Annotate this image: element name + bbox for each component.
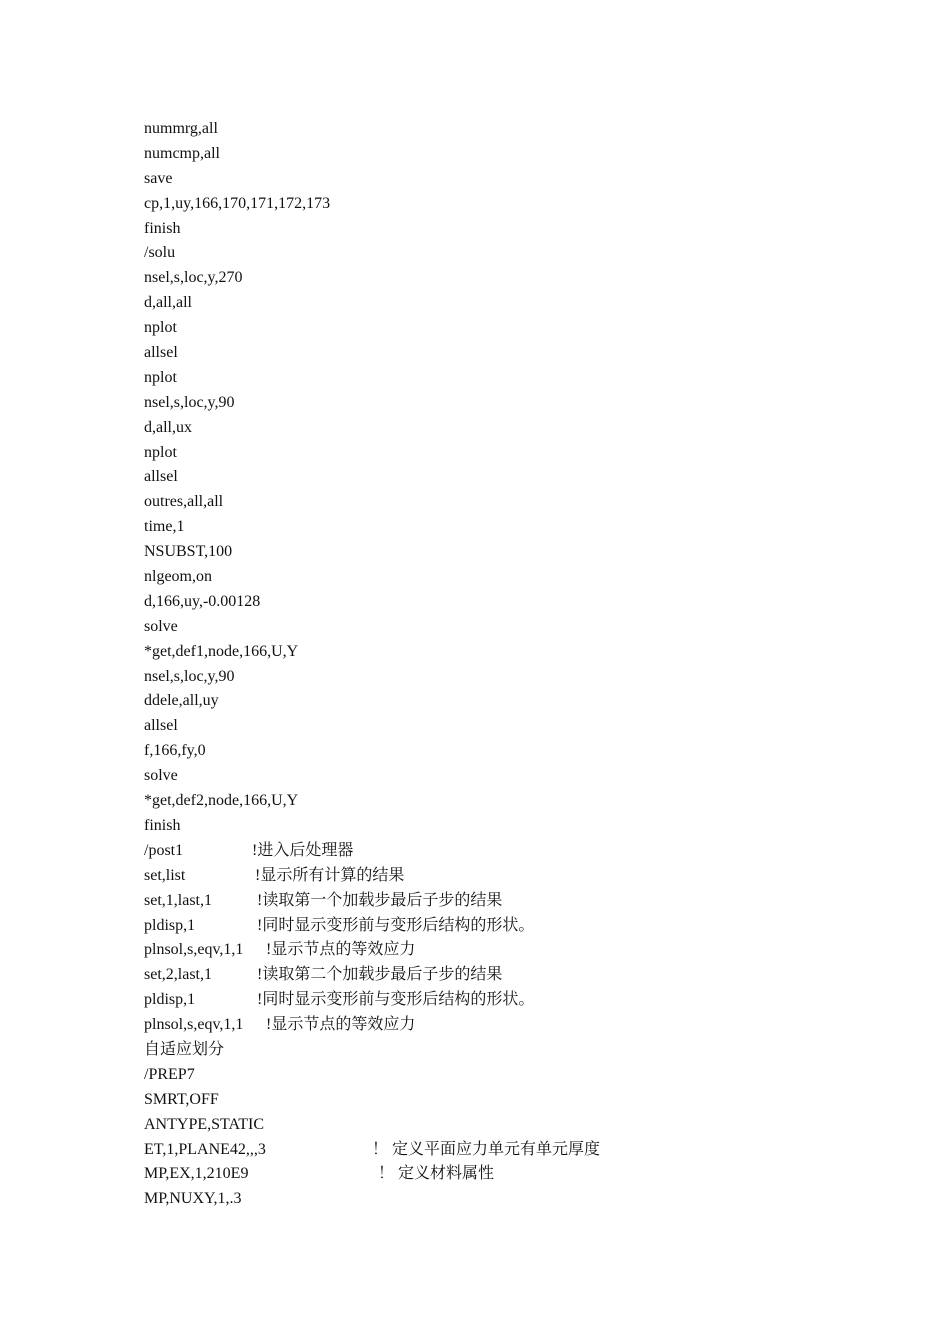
command-text: SMRT,OFF	[144, 1090, 219, 1108]
command-text: /solu	[144, 244, 176, 262]
command-text: ANTYPE,STATIC	[144, 1115, 265, 1133]
code-line	[144, 465, 330, 490]
comment-text: !显示节点的等效应力	[266, 941, 416, 959]
command-text: set,list	[144, 866, 186, 884]
command-text: f,166,fy,0	[144, 742, 206, 760]
code-line	[144, 1113, 330, 1138]
code-line	[144, 291, 330, 316]
command-text: cp,1,uy,166,170,171,172,173	[144, 194, 331, 212]
code-line	[144, 615, 330, 640]
comment-text: !显示所有计算的结果	[255, 866, 405, 884]
code-line	[144, 515, 330, 540]
code-line	[144, 1187, 330, 1212]
code-line	[144, 217, 330, 242]
code-line	[144, 938, 416, 963]
command-text: save	[144, 169, 173, 187]
code-line	[144, 889, 503, 914]
code-line	[144, 590, 330, 615]
command-text: pldisp,1	[144, 916, 196, 934]
code-line	[144, 266, 330, 291]
command-text: *get,def2,node,166,U,Y	[144, 792, 299, 810]
command-text: finish	[144, 816, 181, 834]
code-line	[144, 565, 330, 590]
code-line	[144, 416, 330, 441]
code-line	[144, 1088, 330, 1113]
comment-text: !读取第二个加载步最后子步的结果	[257, 966, 503, 984]
code-line	[144, 689, 330, 714]
code-line	[144, 640, 330, 665]
command-text: plnsol,s,eqv,1,1	[144, 941, 244, 959]
code-line	[144, 839, 354, 864]
code-line	[144, 441, 330, 466]
command-text: /PREP7	[144, 1065, 195, 1083]
code-line	[144, 366, 330, 391]
command-text: time,1	[144, 518, 185, 536]
command-text: nsel,s,loc,y,90	[144, 667, 235, 685]
command-text: set,2,last,1	[144, 966, 212, 984]
comment-text: !同时显示变形前与变形后结构的形状。	[257, 916, 535, 934]
command-text: solve	[144, 767, 178, 785]
command-text: MP,EX,1,210E9	[144, 1165, 249, 1183]
code-line	[144, 1138, 601, 1163]
code-line	[144, 665, 330, 690]
code-line	[144, 814, 330, 839]
code-line	[144, 739, 330, 764]
code-line	[144, 391, 330, 416]
command-text: outres,all,all	[144, 493, 224, 511]
command-text: nsel,s,loc,y,270	[144, 269, 243, 287]
code-line	[144, 167, 330, 192]
command-text: nummrg,all	[144, 120, 218, 137]
code-line	[144, 1162, 495, 1187]
comment-text: !进入后处理器	[252, 841, 354, 859]
command-text: nplot	[144, 368, 177, 386]
code-line	[144, 789, 330, 814]
command-text: numcmp,all	[144, 144, 220, 162]
code-line	[144, 117, 330, 142]
code-line	[144, 714, 330, 739]
comment-text: ！ 定义材料属性	[378, 1165, 495, 1183]
comment-text: !显示节点的等效应力	[266, 1016, 416, 1034]
code-line	[144, 142, 330, 167]
command-text: allsel	[144, 717, 178, 735]
command-text: d,all,all	[144, 294, 192, 312]
code-listing	[144, 117, 601, 1212]
command-text: ddele,all,uy	[144, 692, 219, 710]
command-text: MP,NUXY,1,.3	[144, 1190, 242, 1208]
code-line	[144, 316, 330, 341]
code-line	[144, 864, 405, 889]
command-text: pldisp,1	[144, 991, 196, 1009]
command-text: finish	[144, 219, 181, 237]
code-line	[144, 1063, 330, 1088]
command-text: 自适应划分	[144, 1040, 225, 1058]
command-text: *get,def1,node,166,U,Y	[144, 642, 299, 660]
code-line	[144, 540, 330, 565]
command-text: nlgeom,on	[144, 568, 212, 586]
command-text: nsel,s,loc,y,90	[144, 393, 235, 411]
command-text: nplot	[144, 319, 177, 337]
comment-text: !同时显示变形前与变形后结构的形状。	[257, 991, 535, 1009]
code-line	[144, 963, 503, 988]
command-text: allsel	[144, 468, 178, 486]
command-text: set,1,last,1	[144, 891, 212, 909]
code-line	[144, 241, 330, 266]
command-text: ET,1,PLANE42,,,3	[144, 1140, 266, 1158]
command-text: allsel	[144, 344, 178, 362]
code-line	[144, 1038, 330, 1063]
code-line	[144, 341, 330, 366]
code-line	[144, 192, 330, 217]
command-text: /post1	[144, 841, 184, 859]
command-text: nplot	[144, 443, 177, 461]
command-text: NSUBST,100	[144, 543, 233, 561]
command-text: d,all,ux	[144, 418, 192, 436]
comment-text: ！ 定义平面应力单元有单元厚度	[372, 1140, 601, 1158]
command-text: solve	[144, 617, 178, 635]
code-line	[144, 988, 535, 1013]
code-line	[144, 764, 330, 789]
command-text: d,166,uy,-0.00128	[144, 592, 261, 610]
code-line	[144, 1013, 416, 1038]
comment-text: !读取第一个加载步最后子步的结果	[257, 891, 503, 909]
code-line	[144, 914, 535, 939]
command-text: plnsol,s,eqv,1,1	[144, 1016, 244, 1034]
code-line	[144, 490, 330, 515]
